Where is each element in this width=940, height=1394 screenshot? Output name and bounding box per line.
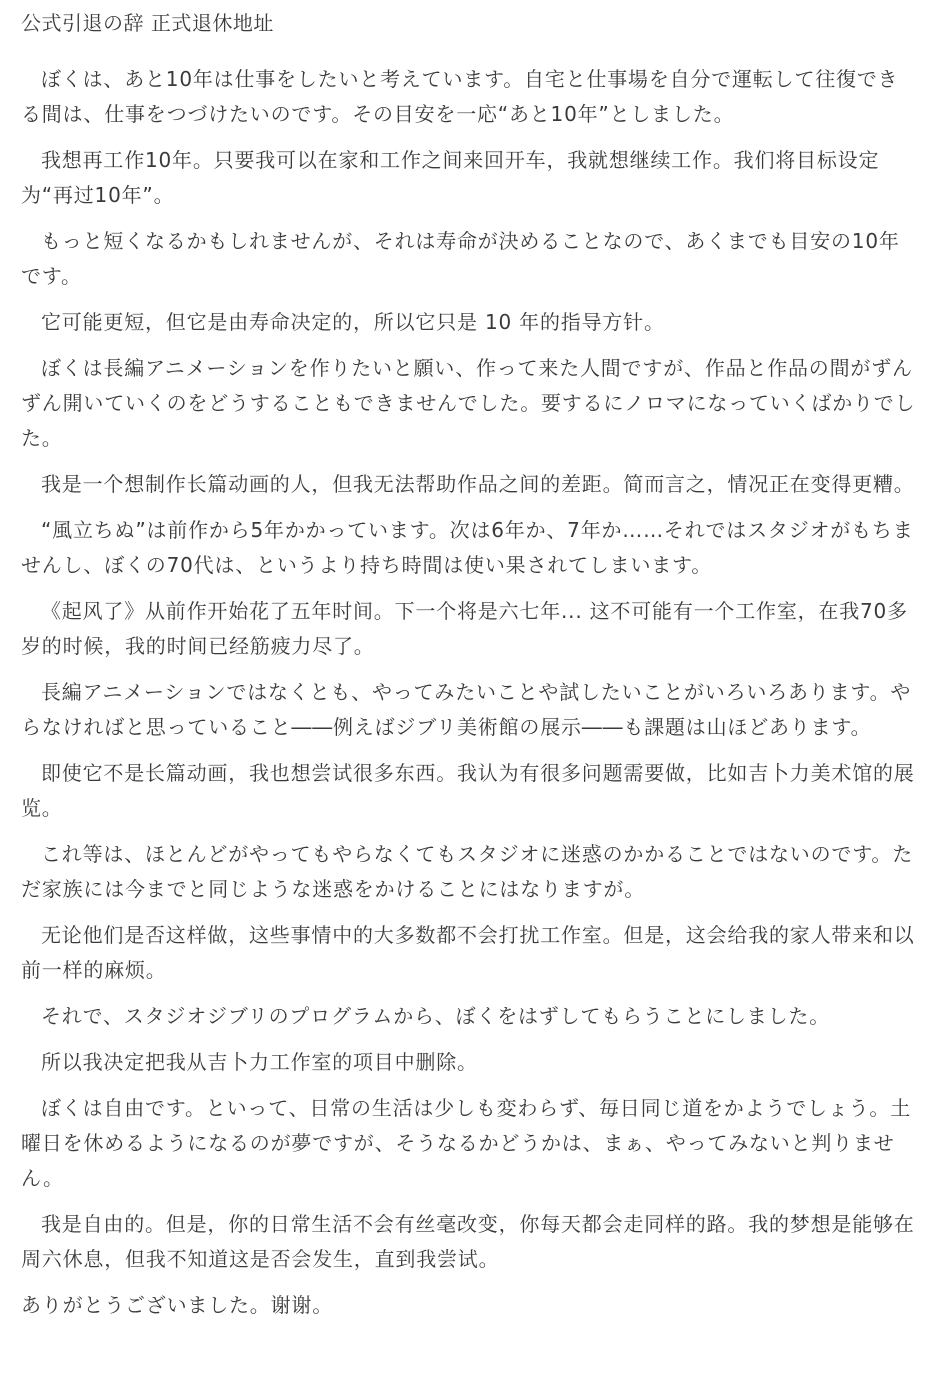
- paragraph-6-ja: これ等は、ほとんどがやってもやらなくてもスタジオに迷惑のかかることではないのです。ただ家族には今までと同じような迷惑をかけることにはなりますが。: [21, 842, 913, 901]
- paragraph-6-zh: 无论他们是否这样做，这些事情中的大多数都不会打扰工作室。但是，这会给我的家人带来和以前一样的麻烦。: [21, 923, 915, 982]
- paragraph-2-ja: もっと短くなるかもしれませんが、それは寿命が決めることなので、あくまでも目安の10年です。: [21, 229, 900, 288]
- paragraph-5-zh: 即使它不是长篇动画，我也想尝试很多东西。我认为有很多问题需要做，比如吉卜力美术馆的展览。: [21, 761, 915, 820]
- paragraph-3-zh: 我是一个想制作长篇动画的人，但我无法帮助作品之间的差距。简而言之，情况正在变得更糟。: [41, 472, 915, 496]
- page-title: 公式引退の辞 正式退休地址: [21, 11, 274, 35]
- paragraph-1-zh: 我想再工作10年。只要我可以在家和工作之间来回开车，我就想继续工作。我们将目标设定为“再过10年”。: [21, 148, 880, 207]
- paragraph-2-zh: 它可能更短，但它是由寿命决定的，所以它只是 10 年的指导方针。: [41, 310, 665, 334]
- paragraph-1-ja: ぼくは、あと10年は仕事をしたいと考えています。自宅と仕事場を自分で運転して往復できる間は、仕事をつづけたいのです。その目安を一応“あと10年”としました。: [21, 67, 899, 126]
- paragraph-5-ja: 長編アニメーションではなくとも、やってみたいことや試したいことがいろいろあります。やらなければと思っていること――例えばジブリ美術館の展示――も課題は山ほどあります。: [21, 680, 912, 739]
- paragraph-7-zh: 所以我决定把我从吉卜力工作室的项目中删除。: [41, 1050, 478, 1074]
- paragraph-4-ja: “風立ちぬ”は前作から5年かかっています。次は6年か、7年か……それではスタジオがもちませんし、ぼくの70代は、というより持ち時間は使い果されてしまいます。: [21, 518, 914, 577]
- paragraph-7-ja: それで、スタジオジブリのプログラムから、ぼくをはずしてもらうことにしました。: [41, 1004, 830, 1028]
- paragraph-8-ja: ぼくは自由です。といって、日常の生活は少しも変わらず、毎日同じ道をかようでしょう。土曜日を休めるようになるのが夢ですが、そうなるかどうかは、まぁ、やってみないと判りません。: [21, 1096, 911, 1190]
- closing-line: ありがとうございました。谢谢。: [21, 1293, 333, 1317]
- paragraph-8-zh: 我是自由的。但是，你的日常生活不会有丝毫改变，你每天都会走同样的路。我的梦想是能够在周六休息，但我不知道这是否会发生，直到我尝试。: [21, 1212, 915, 1271]
- paragraph-4-zh: 《起风了》从前作开始花了五年时间。下一个将是六七年... 这不可能有一个工作室，在我70多岁的时候，我的时间已经筋疲力尽了。: [21, 599, 908, 658]
- paragraph-3-ja: ぼくは長編アニメーションを作りたいと願い、作って来た人間ですが、作品と作品の間がずんずん開いていくのをどうすることもできませんでした。要するにノロマになっていくばかりでした。: [21, 356, 916, 450]
